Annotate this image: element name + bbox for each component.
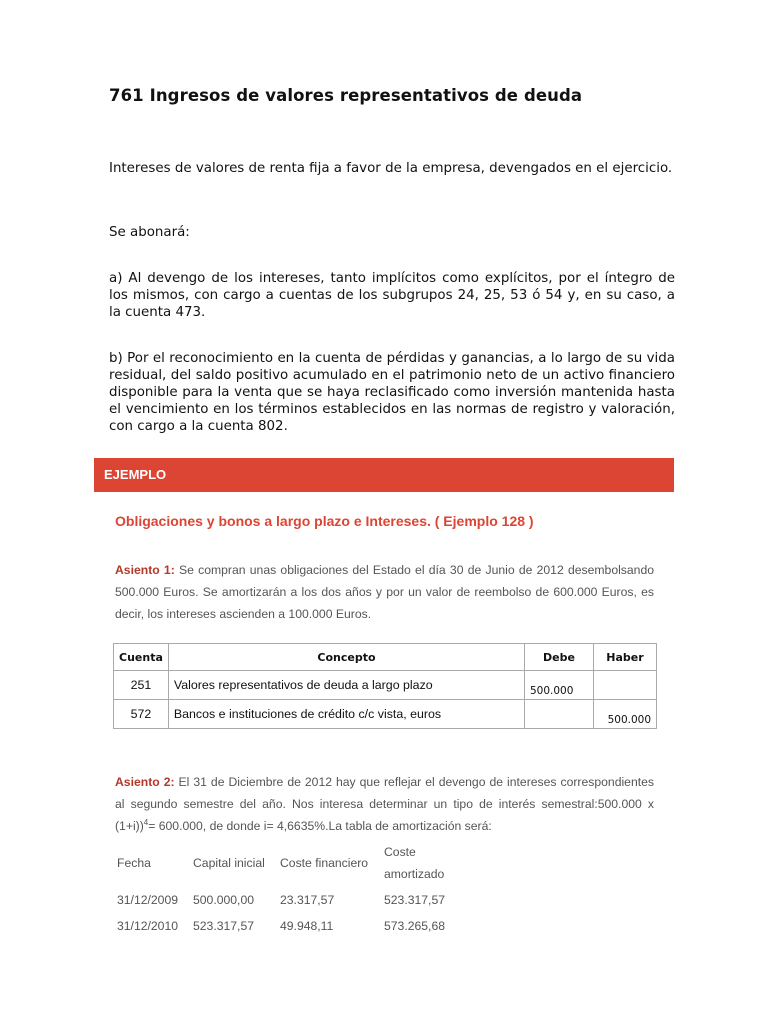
asiento-1-paragraph [115,559,654,625]
header-cuenta: Cuenta [114,644,169,671]
example-banner-label: EJEMPLO [104,467,167,482]
amort-header-fecha: Fecha [117,856,151,870]
rule-a-paragraph: a) Al devengo de los intereses, tanto implícitos como explícitos, por el íntegro de los mismos, con cargo a cuentas de los subgrupos 24, 25, 53 ó 54 y, en su caso, a la cuenta 473. [109,271,675,320]
abonara-paragraph: Se abonará: [109,225,190,240]
amort-header-capital: Capital inicial [193,856,265,870]
example-title: Obligaciones y bonos a largo plazo e Intereses. ( Ejemplo 128 ) [115,513,534,529]
table-row [112,913,455,939]
amort-header-row [112,839,455,887]
exponent: 4 [143,817,149,827]
amort-cell-fecha: 31/12/2009 [117,893,178,907]
amort-cell-coste-financiero: 49.948,11 [280,919,334,933]
page-title: 761 Ingresos de valores representativos de deuda [109,86,583,105]
asiento-1-text: Se compran unas obligaciones del Estado el día 30 de Junio de 2012 desembolsando 500.000 Euros. Se amortizarán a los dos años y por un valor de reembolso de 600.000 Euros, es decir, los intereses ascienden a 100.000 Euros. [115,563,655,621]
cell-concepto: Valores representativos de deuda a largo plazo [168,671,524,700]
amort-cell-coste-amortizado: 523.317,57 [384,893,445,907]
amort-cell-coste-amortizado: 573.265,68 [384,919,445,933]
cell-debe: 500.000 [525,671,594,700]
cell-cuenta: 251 [114,671,169,700]
header-haber: Haber [594,644,657,671]
asiento-2-label: Asiento 2: [115,775,175,789]
table-header-row [114,644,657,671]
amortization-table [112,839,455,939]
cell-haber: 500.000 [594,700,657,729]
amort-cell-capital: 523.317,57 [193,919,254,933]
cell-debe [525,700,594,729]
amort-cell-capital: 500.000,00 [193,893,254,907]
amort-cell-fecha: 31/12/2010 [117,919,178,933]
journal-entry-table [113,643,657,729]
definition-paragraph: Intereses de valores de renta fija a favor de la empresa, devengados en el ejercicio. [109,161,673,176]
header-concepto: Concepto [168,644,524,671]
example-banner [94,458,674,492]
cell-haber [594,671,657,700]
amort-header-coste-financiero: Coste financiero [280,856,369,870]
asiento-2-text: El 31 de Diciembre de 2012 hay que reflejar el devengo de intereses correspondientes al segundo semestre del año. Nos interesa determinar un tipo de interés semestral:500.000 x (1+i)) [115,775,654,833]
asiento-2-text-end: = 600.000, de donde i= 4,6635%.La tabla de amortización será: [148,819,492,833]
cell-concepto: Bancos e instituciones de crédito c/c vista, euros [168,700,524,729]
asiento-2-paragraph [115,771,654,837]
rule-b-paragraph: b) Por el reconocimiento en la cuenta de pérdidas y ganancias, a lo largo de su vida residual, del saldo positivo acumulado en el patrimonio neto de un activo financiero disponible para la venta que se haya reclasificado como inversión mantenida hasta el vencimiento en los términos establecidos en las normas de registro y valoración, con cargo a la cuenta 802. [109,351,675,434]
amort-header-coste-amortizado: Coste amortizado [384,845,445,881]
amort-cell-coste-financiero: 23.317,57 [280,893,335,907]
table-row [114,700,657,729]
asiento-1-label: Asiento 1: [115,563,175,577]
header-debe: Debe [525,644,594,671]
table-row [112,887,455,913]
table-row [114,671,657,700]
cell-cuenta: 572 [114,700,169,729]
